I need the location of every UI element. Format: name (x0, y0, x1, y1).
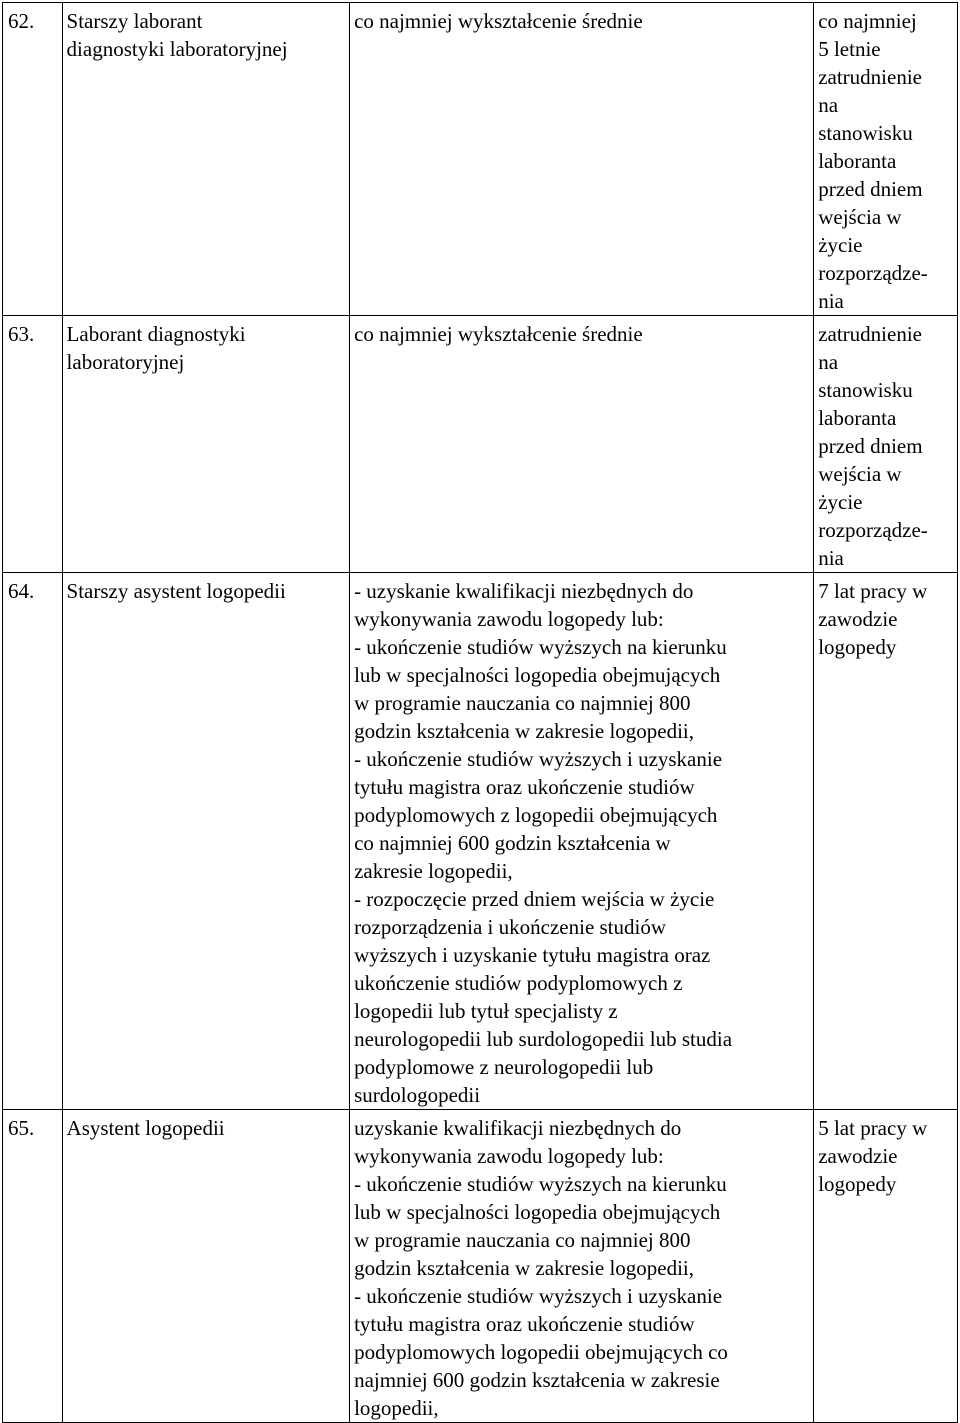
education-line: co najmniej 600 godzin kształcenia w (354, 831, 671, 855)
experience-line: nia (818, 546, 844, 570)
education-line: co najmniej wykształcenie średnie (354, 9, 643, 33)
education-line: - ukończenie studiów wyższych i uzyskanie (354, 1284, 723, 1308)
education-line: podyplomowych z logopedii obejmujących (354, 803, 718, 827)
experience-cell (814, 316, 958, 573)
position-line: Asystent logopedii (66, 1116, 225, 1140)
row-number-text: 63. (8, 322, 35, 346)
education-line: podyplomowe z neurologopedii lub (354, 1055, 654, 1079)
table-row (3, 1110, 958, 1423)
position-line: Starszy asystent logopedii (66, 579, 286, 603)
position-cell (62, 1110, 350, 1423)
education-line: - uzyskanie kwalifikacji niezbędnych do (354, 579, 694, 603)
experience-cell (814, 573, 958, 1110)
education-line: co najmniej wykształcenie średnie (354, 322, 643, 346)
education-line: - ukończenie studiów wyższych i uzyskanie (354, 747, 723, 771)
experience-line: wejścia w (818, 462, 902, 486)
experience-line: laboranta (818, 149, 897, 173)
experience-line: na (818, 93, 839, 117)
experience-line: przed dniem (818, 177, 923, 201)
table-row (3, 573, 958, 1110)
education-cell (350, 1110, 814, 1423)
experience-line: 5 letnie (818, 37, 881, 61)
experience-line: przed dniem (818, 434, 923, 458)
education-line: tytułu magistra oraz ukończenie studiów (354, 1312, 695, 1336)
experience-line: zatrudnienie (818, 65, 922, 89)
table-row (3, 3, 958, 316)
row-number (3, 316, 63, 573)
education-line: logopedii, (354, 1396, 439, 1420)
position-cell (62, 573, 350, 1110)
row-number (3, 573, 63, 1110)
education-line: surdologopedii (354, 1083, 481, 1107)
position-cell (62, 316, 350, 573)
position-line: diagnostyki laboratoryjnej (66, 37, 288, 61)
experience-line: wejścia w (818, 205, 902, 229)
education-line: w programie nauczania co najmniej 800 (354, 1228, 691, 1252)
experience-line: co najmniej (818, 9, 917, 33)
education-line: najmniej 600 godzin kształcenia w zakresie (354, 1368, 720, 1392)
experience-line: stanowisku (818, 121, 913, 145)
row-number (3, 1110, 63, 1423)
experience-line: 7 lat pracy w (818, 579, 928, 603)
experience-line: zawodzie (818, 607, 898, 631)
education-line: godzin kształcenia w zakresie logopedii, (354, 719, 695, 743)
experience-line: logopedy (818, 1172, 897, 1196)
education-line: rozporządzenia i ukończenie studiów (354, 915, 667, 939)
education-cell (350, 573, 814, 1110)
experience-line: stanowisku (818, 378, 913, 402)
position-cell (62, 3, 350, 316)
experience-cell (814, 1110, 958, 1423)
experience-line: życie (818, 233, 863, 257)
education-line: logopedii lub tytuł specjalisty z (354, 999, 618, 1023)
experience-line: zatrudnienie (818, 322, 922, 346)
experience-line: rozporządze- (818, 261, 928, 285)
education-line: wykonywania zawodu logopedy lub: (354, 607, 664, 631)
education-line: ukończenie studiów podyplomowych z (354, 971, 683, 995)
qualifications-table (2, 2, 958, 1423)
experience-line: rozporządze- (818, 518, 928, 542)
table-row (3, 316, 958, 573)
education-line: lub w specjalności logopedia obejmujących (354, 663, 721, 687)
position-line: Laborant diagnostyki (66, 322, 246, 346)
position-line: laboratoryjnej (66, 350, 185, 374)
education-line: - ukończenie studiów wyższych na kierunku (354, 635, 727, 659)
row-number (3, 3, 63, 316)
experience-line: 5 lat pracy w (818, 1116, 928, 1140)
experience-line: laboranta (818, 406, 897, 430)
education-line: zakresie logopedii, (354, 859, 513, 883)
education-line: - rozpoczęcie przed dniem wejścia w życie (354, 887, 715, 911)
education-line: w programie nauczania co najmniej 800 (354, 691, 691, 715)
education-line: - ukończenie studiów wyższych na kierunku (354, 1172, 727, 1196)
education-line: godzin kształcenia w zakresie logopedii, (354, 1256, 695, 1280)
row-number-text: 62. (8, 9, 35, 33)
experience-line: życie (818, 490, 863, 514)
education-line: lub w specjalności logopedia obejmujących (354, 1200, 721, 1224)
row-number-text: 64. (8, 579, 35, 603)
experience-cell (814, 3, 958, 316)
row-number-text: 65. (8, 1116, 35, 1140)
education-line: neurologopedii lub surdologopedii lub studia (354, 1027, 733, 1051)
education-line: uzyskanie kwalifikacji niezbędnych do (354, 1116, 682, 1140)
education-line: tytułu magistra oraz ukończenie studiów (354, 775, 695, 799)
education-line: podyplomowych logopedii obejmujących co (354, 1340, 728, 1364)
experience-line: nia (818, 289, 844, 313)
experience-line: zawodzie (818, 1144, 898, 1168)
position-line: Starszy laborant (66, 9, 203, 33)
education-line: wyższych i uzyskanie tytułu magistra oraz (354, 943, 711, 967)
education-cell (350, 3, 814, 316)
experience-line: logopedy (818, 635, 897, 659)
education-line: wykonywania zawodu logopedy lub: (354, 1144, 664, 1168)
education-cell (350, 316, 814, 573)
experience-line: na (818, 350, 839, 374)
